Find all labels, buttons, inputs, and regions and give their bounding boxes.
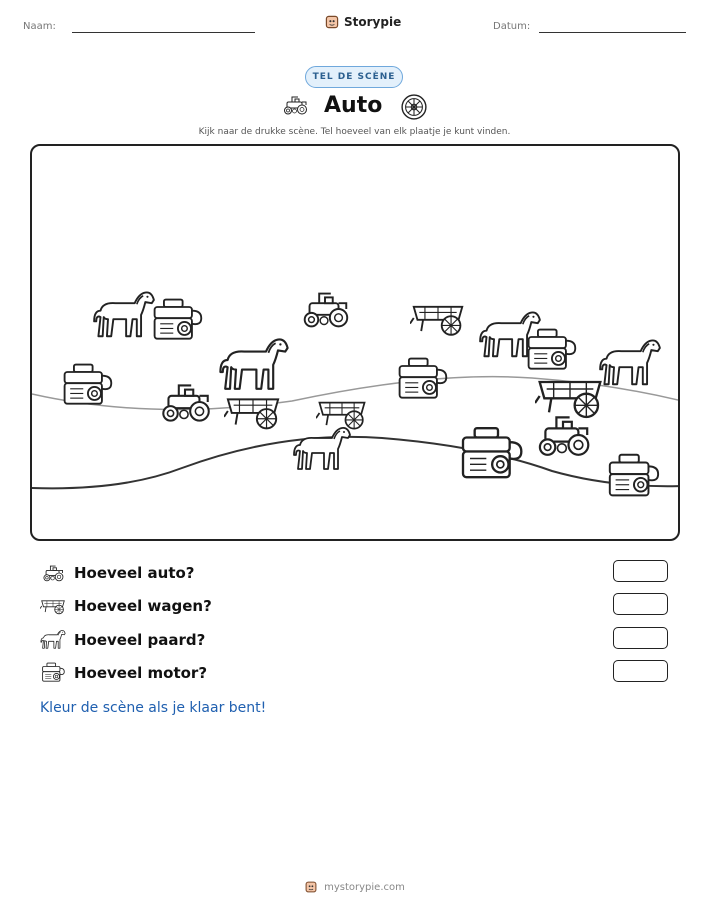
horse-1 — [94, 292, 154, 336]
date-label: Datum: — [493, 21, 531, 32]
name-label: Naam: — [23, 21, 56, 32]
engine-3 — [65, 365, 112, 404]
answer-box-paard[interactable] — [613, 627, 668, 649]
instructions: Kijk naar de drukke scène. Tel hoeveel van elk plaatje je kunt vinden. — [198, 127, 511, 137]
name-field-line[interactable] — [72, 32, 255, 33]
storypie-logo-icon — [324, 14, 340, 30]
question-row — [40, 627, 205, 653]
count-scene-badge: TEL DE SCÈNE — [305, 66, 403, 88]
engine-2 — [529, 330, 576, 369]
wagon-icon — [40, 596, 66, 616]
tractor-1 — [305, 294, 348, 327]
tractor-2 — [163, 385, 208, 420]
storypie-logo-icon — [304, 880, 318, 894]
question-label: Hoeveel wagen? — [74, 597, 212, 615]
horse-icon — [40, 629, 66, 651]
scene-illustration — [32, 146, 680, 541]
question-row — [40, 593, 212, 619]
engine-6 — [610, 455, 658, 496]
engine-1 — [155, 300, 202, 339]
horse-4 — [220, 339, 287, 388]
horse-5 — [294, 428, 350, 469]
wheel-icon — [400, 93, 428, 121]
question-label: Hoeveel paard? — [74, 631, 206, 649]
horse-3 — [600, 340, 660, 384]
question-row — [40, 660, 207, 686]
brand-name: Storypie — [344, 15, 402, 29]
date-field-line[interactable] — [539, 32, 686, 33]
brand-logo — [324, 14, 401, 30]
wagon-1 — [410, 307, 462, 335]
footer — [0, 880, 709, 894]
footer-site: mystorypie.com — [324, 881, 405, 893]
engine-5 — [463, 428, 521, 477]
wagon-2 — [224, 399, 278, 428]
tractor-3 — [540, 417, 588, 454]
question-label: Hoeveel motor? — [74, 664, 208, 682]
question-label: Hoeveel auto? — [74, 564, 195, 582]
wagon-4 — [535, 382, 600, 417]
answer-box-motor[interactable] — [613, 660, 668, 682]
answer-box-auto[interactable] — [613, 560, 668, 582]
tractor-icon — [40, 563, 66, 583]
page-title: Auto — [324, 93, 383, 118]
answer-box-wagen[interactable] — [613, 593, 668, 615]
color-instruction: Kleur de scène als je klaar bent! — [40, 700, 267, 716]
wagon-3 — [316, 403, 365, 429]
scene-frame[interactable] — [30, 144, 680, 541]
engine-icon — [40, 662, 66, 684]
tractor-icon — [280, 95, 310, 115]
question-row — [40, 560, 195, 586]
